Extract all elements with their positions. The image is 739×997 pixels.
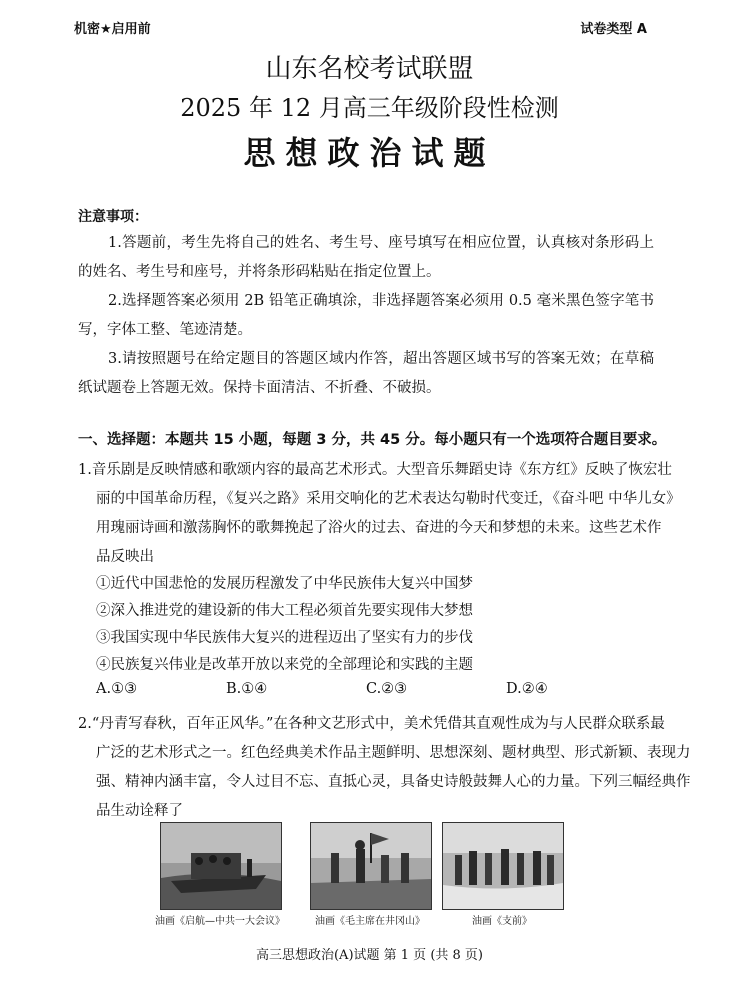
q2-stem-line: 强、精神内涵丰富，令人过目不忘、直抵心灵，具备史诗般鼓舞人心的力量。下列三幅经典作 <box>96 774 691 790</box>
notice-heading: 注意事项： <box>78 209 148 225</box>
q1-statement: ③我国实现中华民族伟大复兴的进程迈出了坚实有力的步伐 <box>96 630 473 646</box>
painting-image-2 <box>310 822 432 910</box>
q1-statement: ①近代中国悲怆的发展历程激发了中华民族伟大复兴中国梦 <box>96 576 473 592</box>
notice-item-1: 1.答题前，考生先将自己的姓名、考生号、座号填写在相应位置，认真核对条形码上的姓名、考生号和座号，并将条形码粘贴在指定位置上。 <box>78 235 654 280</box>
exam-date-title: 2025 年 12 月高三年级阶段性检测 <box>180 94 559 122</box>
confidential-label: 机密★启用前 <box>74 22 151 37</box>
q1-option-b: B.①④ <box>226 681 268 697</box>
painting-caption-3: 油画《支前》 <box>472 916 532 927</box>
q2-stem-line: 2.“丹青写春秋，百年正风华。”在各种文艺形式中，美术凭借其直观性成为与人民群众联系最 <box>78 716 665 732</box>
q1-stem-line: 品反映出 <box>96 549 154 565</box>
q1-option-a: A.①③ <box>96 681 138 697</box>
q1-option-d: D.②④ <box>506 681 548 697</box>
q1-statement: ②深入推进党的建设新的伟大工程必须首先要实现伟大梦想 <box>96 603 473 619</box>
exam-organizer-title: 山东名校考试联盟 <box>265 54 474 84</box>
painting-caption-2: 油画《毛主席在井冈山》 <box>315 916 425 927</box>
q1-stem-line: 丽的中国革命历程，《复兴之路》采用交响化的艺术表达勾勒时代变迁，《奋斗吧 中华儿女》 <box>96 491 681 507</box>
subject-title: 思想政治试题 <box>243 134 496 172</box>
painting-image-3 <box>442 822 564 910</box>
section-heading: 一、选择题：本题共 15 小题，每题 3 分，共 45 分。每小题只有一个选项符合题目要求。 <box>78 432 667 448</box>
q1-stem-line: 1.音乐剧是反映情感和歌颂内容的最高艺术形式。大型音乐舞蹈史诗《东方红》反映了恢宏壮 <box>78 462 672 478</box>
q2-stem-line: 品生动诠释了 <box>96 803 183 819</box>
page-footer: 高三思想政治(A)试题 第 1 页 (共 8 页) <box>255 948 483 963</box>
painting-caption-1: 油画《启航—中共一大会议》 <box>155 916 285 927</box>
q2-stem-line: 广泛的艺术形式之一。红色经典美术作品主题鲜明、思想深刻、题材典型、形式新颖、表现力 <box>96 745 691 761</box>
paper-type-label: 试卷类型 A <box>580 22 647 37</box>
q1-option-c: C.②③ <box>366 681 408 697</box>
notice-item-3: 3.请按照题号在给定题目的答题区域内作答，超出答题区域书写的答案无效；在草稿纸试题卷上答题无效。保持卡面清洁、不折叠、不破损。 <box>78 351 654 396</box>
q1-stem-line: 用瑰丽诗画和激荡胸怀的歌舞挽起了浴火的过去、奋进的今天和梦想的未来。这些艺术作 <box>96 520 662 536</box>
q1-statement: ④民族复兴伟业是改革开放以来党的全部理论和实践的主题 <box>96 657 473 673</box>
notice-item-2: 2.选择题答案必须用 2B 铅笔正确填涂，非选择题答案必须用 0.5 毫米黑色签字笔书写，字体工整、笔迹清楚。 <box>78 293 654 338</box>
painting-image-1 <box>160 822 282 910</box>
